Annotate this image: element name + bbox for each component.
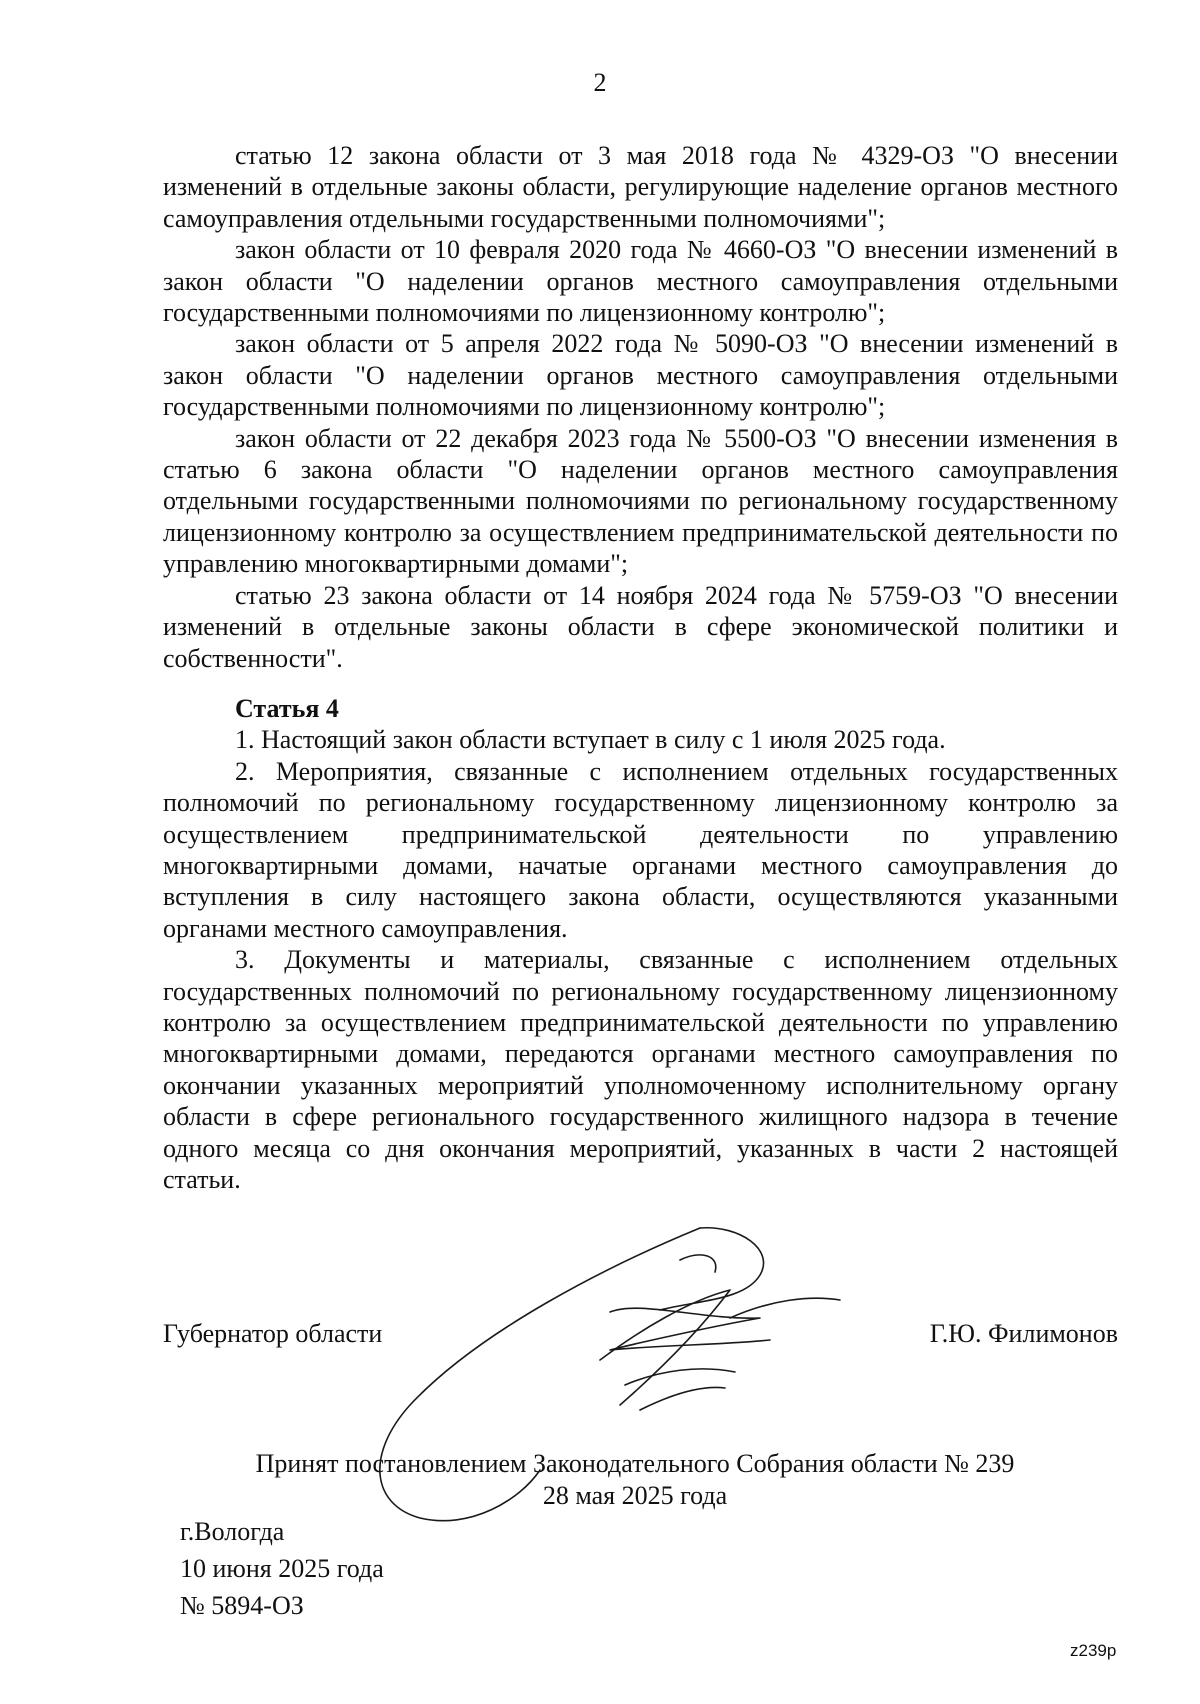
paragraph: статью 23 закона области от 14 ноября 2024 года № 5759-ОЗ "О внесении изменений в отдельные законы области в сфере экономической политики и собственности".: [163, 580, 1118, 673]
signatory-role: Губернатор области: [163, 1319, 383, 1348]
law-number: № 5894-ОЗ: [180, 1591, 304, 1620]
signatory-name: Г.Ю. Филимонов: [929, 1319, 1118, 1348]
paragraph: 3. Документы и материалы, связанные с исполнением отдельных государственных полномочий по региональному государственному лицензионному контролю за осуществлением предпринимательской деятельности по управлению многоквартирными домами, передаются органами местного самоуправления по окончании указанных мероприятий уполномоченному исполнительному органу области в сфере регионального государственного жилищного надзора в течение одного месяца со дня окончания мероприятий, указанных в части 2 настоящей статьи.: [163, 945, 1118, 1194]
document-body: [163, 140, 1118, 1195]
article-heading: Статья 4: [235, 693, 339, 723]
law-date: 10 июня 2025 года: [180, 1554, 384, 1583]
city: г.Вологда: [180, 1517, 285, 1546]
paragraph: закон области от 5 апреля 2022 года № 5090-ОЗ "О внесении изменений в закон области "О наделении органов местного самоуправления отдельными государственными полномочиями по лицензионному контролю";: [163, 329, 1118, 422]
page-number: 2: [593, 68, 607, 97]
paragraph: закон области от 22 декабря 2023 года № 5500-ОЗ "О внесении изменения в статью 6 закона области "О наделении органов местного самоуправления отдельными государственными полномочиями по региональному государственному лицензионному контролю за осуществлением предпринимательской деятельности по управлению многоквартирными домами";: [163, 423, 1118, 579]
paragraph: 2. Мероприятия, связанные с исполнением отдельных государственных полномочий по региональному государственному лицензионному контролю за осуществлением предпринимательской деятельности по управлению многоквартирными домами, начатые органами местного самоуправления до вступления в силу настоящего закона области, осуществляются указанными органами местного самоуправления.: [163, 756, 1118, 943]
code-mark: z239р: [1070, 1641, 1117, 1660]
adoption-note: [0, 1448, 1200, 1512]
place-date-block: [180, 1513, 384, 1624]
paragraph: 1. Настоящий закон области вступает в силу с 1 июля 2025 года.: [235, 725, 946, 755]
adoption-line: Принят постановлением Законодательного Собрания области № 239: [255, 1449, 1015, 1478]
adoption-date: 28 мая 2025 года: [542, 1481, 728, 1510]
paragraph: закон области от 10 февраля 2020 года № 4660-ОЗ "О внесении изменений в закон области "О наделении органов местного самоуправления отдельными государственными полномочиями по лицензионному контролю";: [163, 235, 1118, 328]
paragraph: статью 12 закона области от 3 мая 2018 года № 4329-ОЗ "О внесении изменений в отдельные законы области, регулирующие наделение органов местного самоуправления отдельными государственными полномочиями";: [163, 141, 1118, 233]
